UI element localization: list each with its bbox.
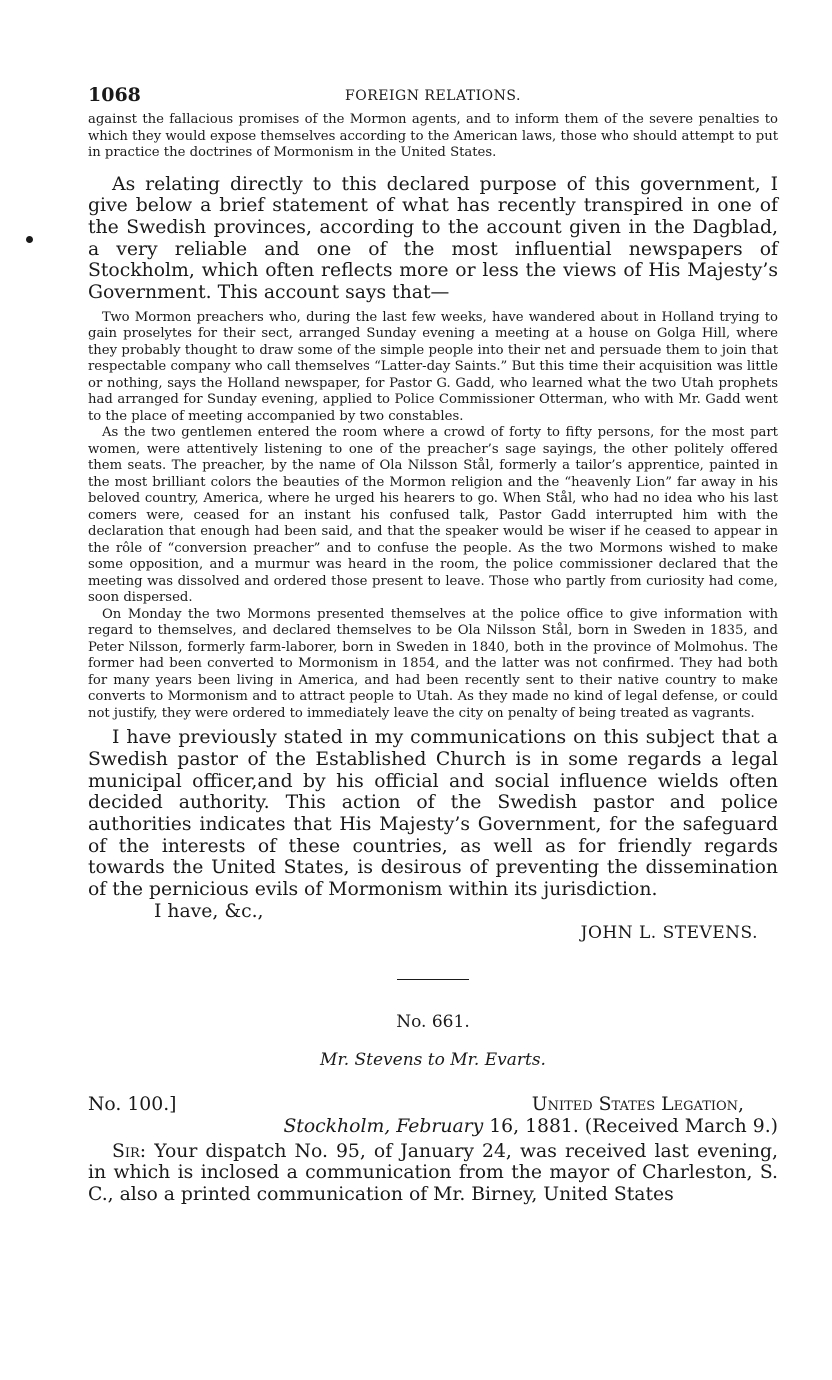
salutation: Sir: <box>112 1140 147 1162</box>
dispatch-number: No. 100.] <box>88 1093 177 1115</box>
letter-opening <box>88 1141 778 1206</box>
newspaper-quote <box>88 310 778 723</box>
signature: JOHN L. STEVENS. <box>580 922 758 943</box>
page-number: 1068 <box>88 84 141 106</box>
margin-mark <box>26 236 33 243</box>
dateline <box>88 1116 778 1138</box>
document-heading: Mr. Stevens to Mr. Evarts. <box>320 1049 546 1070</box>
dateline-date: 16, 1881. (Received March 9.) <box>489 1115 778 1137</box>
quote-paragraph: On Monday the two Mormons presented themselves at the police office to give information with regard to themselves, and declared themselves to be Ola Nilsson Stål, born in Sweden in 1835, and Peter Nilsson, formerly farm-laborer, born in Sweden in 1840, both in the province of Molmohus. The former had been converted to Mormonism in 1854, and the latter was not confirmed. They had both for many years been living in America, and had been recently sent to their native country to make converts to Mormonism and to attract people to Utah. As they made no kind of legal defense, or could not justify, they were ordered to immediately leave the city on penalty of being treated as vagrants. <box>88 606 778 721</box>
quote-paragraph: Two Mormon preachers who, during the last few weeks, have wandered about in Holland trying to gain proselytes for their sect, arranged Sunday evening a meeting at a house on Golga Hill, where they probably thought to draw some of the simple people into their net and persuade them to join that respectable company who call themselves “Latter-day Saints.” But this time their acquisition was little or nothing, says the Holland newspaper, for Pastor G. Gadd, who learned what the two Utah prophets had arranged for Sunday evening, applied to Police Commissioner Otterman, who with Mr. Gadd went to the place of meeting accompanied by two constables. <box>88 309 778 424</box>
running-title: FOREIGN RELATIONS. <box>345 88 521 104</box>
dateline-place: Stockholm, <box>283 1115 391 1137</box>
letter-opening-text: Your dispatch No. 95, of January 24, was received last evening, in which is inclosed a communication from the mayor of Charleston, S. C., also a printed communication of Mr. Birney, United States <box>88 1140 778 1205</box>
legation-name: United States Legation, <box>531 1093 744 1115</box>
running-head <box>88 80 778 112</box>
conclusion-paragraph: I have previously stated in my communications on this subject that a Swedish pastor of the Established Church is in some regards a legal municipal officer,and by his official and social influence wields often decided authority. This action of the Swedish pastor and police authorities indicates that His Majesty’s Government, for the safeguard of the interests of these countries, as well as for friendly regards towards the United States, is desirous of preventing the dissemination of the pernicious evils of Mormonism within its jurisdiction. <box>88 727 778 901</box>
dispatch-header <box>88 1094 778 1116</box>
continuation-paragraph: against the fallacious promises of the Mormon agents, and to inform them of the severe penalties to which they would expose themselves according to the American laws, those who should attempt to put in practice the doctrines of Mormonism in the United States. <box>88 112 778 160</box>
dateline-month: February <box>396 1115 484 1137</box>
document-page <box>88 80 778 1206</box>
section-divider <box>397 979 469 980</box>
closing-line: I have, &c., <box>154 900 264 922</box>
quote-paragraph: As the two gentlemen entered the room where a crowd of forty to fifty persons, for the most part women, were attentively listening to one of the preacher’s sage sayings, the other politely offered them seats. The preacher, by the name of Ola Nilsson Stål, formerly a tailor’s apprentice, painted in the most brilliant colors the beauties of the Mormon religion and the “heavenly Lion” far away in his beloved country, America, where he urged his hearers to go. When Stål, who had no idea who his last comers were, ceased for an instant his confused talk, Pastor Gadd interrupted him with the declaration that enough had been said, and that the speaker would be wiser if he ceased to appear in the rôle of “conversion preacher” and to confuse the people. As the two Mormons wished to make some opposition, and a murmur was heard in the room, the police commissioner declared that the meeting was dissolved and ordered those present to leave. Those who partly from curiosity had come, soon dispersed. <box>88 425 778 606</box>
document-number: No. 661. <box>396 1011 470 1032</box>
intro-paragraph: As relating directly to this declared purpose of this government, I give below a brief statement of what has recently transpired in one of the Swedish provinces, according to the account given in the Dagblad, a very reliable and one of the most influential newspapers of Stockholm, which often reflects more or less the views of His Majesty’s Government. This account says that— <box>88 173 778 304</box>
